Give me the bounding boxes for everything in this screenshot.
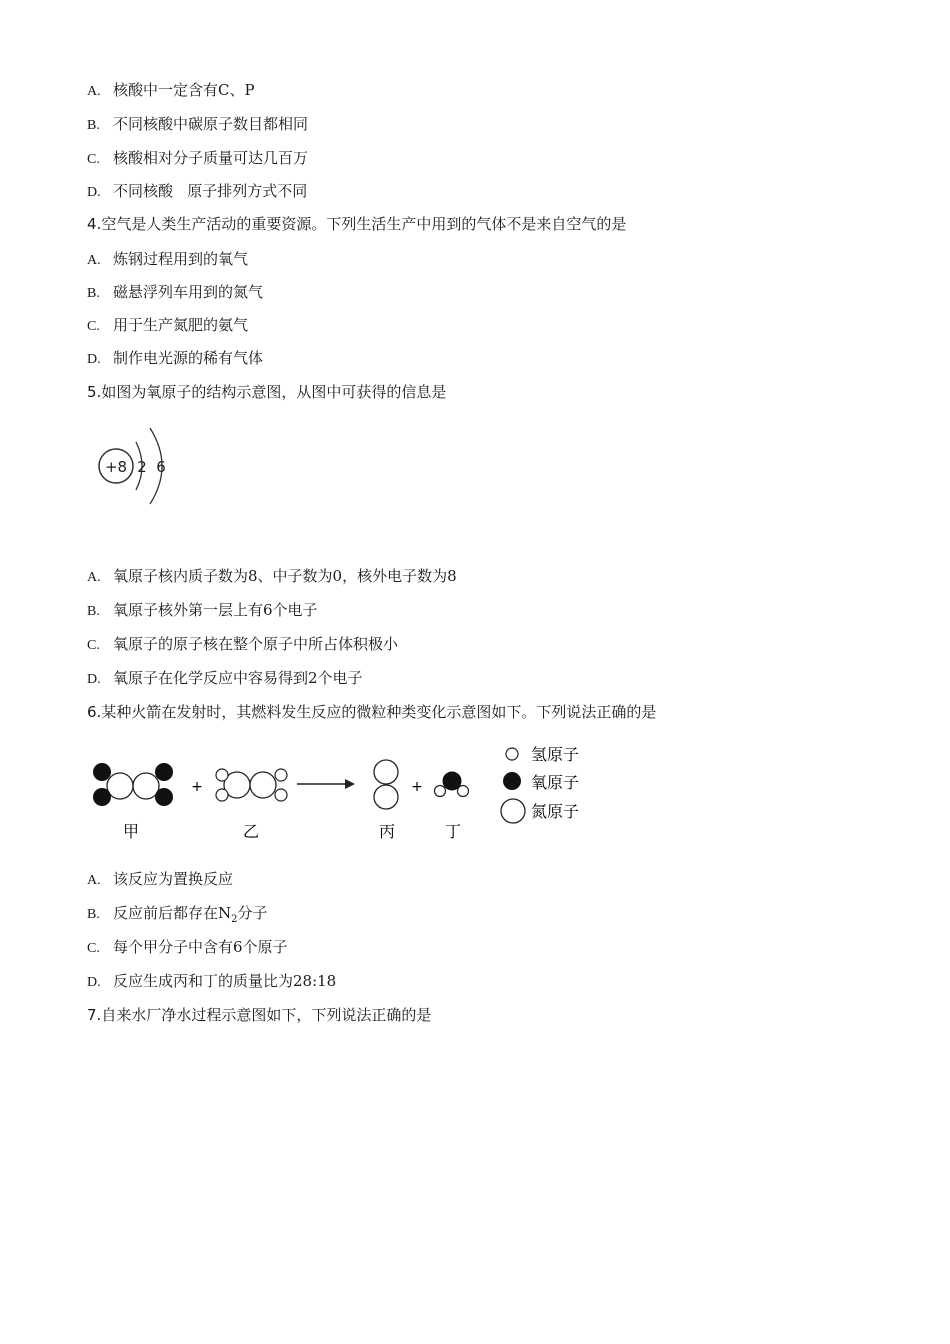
hydrogen-atom [216, 789, 228, 801]
legend [501, 745, 579, 823]
legend-hydrogen-icon [506, 748, 518, 760]
molecule-jia [93, 763, 173, 806]
q5-option-c: C. 氧原子的原子核在整个原子中所占体积极小 [87, 635, 399, 653]
oxygen-atom [155, 763, 173, 781]
molecule-yi [216, 769, 287, 801]
q4-stem: 4.空气是人类生产活动的重要资源。下列生活生产中用到的气体不是来自空气的是 [87, 215, 627, 233]
nitrogen-atom [250, 772, 276, 798]
nitrogen-atom [374, 785, 398, 809]
q5-option-a: A. 氧原子核内质子数为8、中子数为0，核外电子数为8 [87, 567, 457, 585]
q7-stem: 7.自来水厂净水过程示意图如下，下列说法正确的是 [87, 1006, 432, 1024]
q6-option-d: D. 反应生成丙和丁的质量比为28:18 [87, 972, 337, 990]
oxygen-atom-structure-diagram [92, 420, 182, 512]
q3-option-c: C. 核酸相对分子质量可达几百万 [87, 149, 309, 167]
legend-nitrogen-label: 氮原子 [531, 802, 580, 821]
shell-1-electrons: 2 [137, 458, 147, 476]
oxygen-atom [443, 772, 462, 791]
q4-option-c: C. 用于生产氮肥的氨气 [87, 316, 249, 334]
shell-2-electrons: 6 [156, 458, 166, 476]
nitrogen-atom [107, 773, 133, 799]
oxygen-atom [93, 763, 111, 781]
molecule-ding [435, 772, 469, 797]
q4-option-a: A. 炼钢过程用到的氧气 [87, 250, 249, 268]
legend-oxygen-icon [503, 772, 521, 790]
q4-option-b: B. 磁悬浮列车用到的氮气 [87, 283, 264, 301]
nitrogen-atom [133, 773, 159, 799]
q6-stem: 6.某种火箭在发射时，其燃料发生反应的微粒种类变化示意图如下。下列说法正确的是 [87, 703, 657, 721]
q3-option-d: D. 不同核酸 原子排列方式不同 [87, 182, 308, 200]
legend-hydrogen-label: 氢原子 [531, 745, 580, 764]
hydrogen-atom [216, 769, 228, 781]
q6-option-a: A. 该反应为置换反应 [87, 870, 234, 888]
q6-option-b: B. 反应前后都存在$N_2$分子 [87, 904, 268, 925]
reaction-arrow [297, 779, 355, 789]
hydrogen-atom [435, 786, 446, 797]
q3-option-a: A. 核酸中一定含有C、P [87, 81, 255, 99]
nitrogen-atom [374, 760, 398, 784]
nucleus-charge: +8 [104, 458, 128, 476]
q5-stem: 5.如图为氧原子的结构示意图，从图中可获得的信息是 [87, 383, 447, 401]
q5-option-d: D. 氧原子在化学反应中容易得到2个电子 [87, 669, 363, 687]
molecule-bing [374, 760, 398, 809]
reaction-particle-diagram [85, 738, 605, 848]
label-yi: 乙 [242, 822, 260, 841]
label-bing: 丙 [378, 822, 396, 841]
oxygen-atom [155, 788, 173, 806]
q3-option-b: B. 不同核酸中碳原子数目都相同 [87, 115, 309, 133]
legend-oxygen-label: 氧原子 [531, 773, 580, 792]
legend-nitrogen-icon [501, 799, 525, 823]
label-jia: 甲 [122, 822, 140, 841]
oxygen-atom [93, 788, 111, 806]
plus-sign: + [191, 779, 203, 795]
hydrogen-atom [275, 769, 287, 781]
q6-option-c: C. 每个甲分子中含有6个原子 [87, 938, 288, 956]
q5-option-b: B. 氧原子核外第一层上有6个电子 [87, 601, 318, 619]
q4-option-d: D. 制作电光源的稀有气体 [87, 349, 264, 367]
plus-sign: + [411, 779, 423, 795]
label-ding: 丁 [444, 822, 462, 841]
hydrogen-atom [275, 789, 287, 801]
